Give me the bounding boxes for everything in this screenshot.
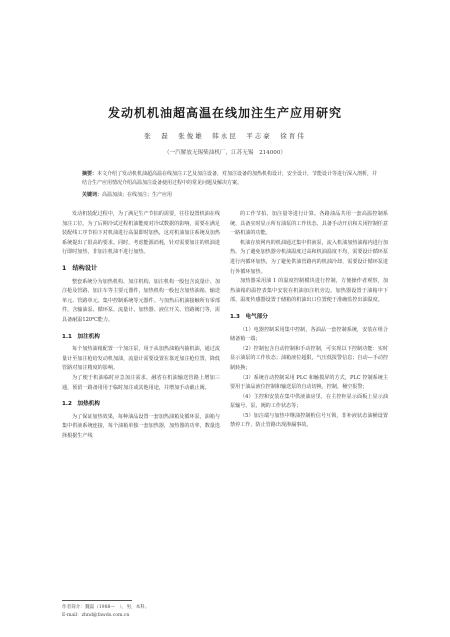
section-heading-structure: 1 结构设计 bbox=[62, 264, 98, 272]
footnote-divider bbox=[62, 600, 132, 601]
subsection-heading-heating: 1.2 加热机构 bbox=[62, 401, 100, 408]
electrical-item-4: （4）主控和安装在集中供液油房里，在主控柜显示面板上显示油泵输号、泵、阀的工作状态等； bbox=[230, 393, 388, 410]
electrical-item-5: （5）加注端与加热中继油控制桁信号互锁，非补液状态油桶设置禁停工作，防止管路出现渗漏事故。 bbox=[230, 412, 388, 429]
affiliation: （一汽解放无锡柴油机厂，江苏无锡 214000） bbox=[163, 150, 287, 156]
subsection-heading-filling: 1.1 加注机构 bbox=[62, 333, 100, 340]
heating-paragraph: 为了保证加热效果，每种油品设置一套加热油箱及循环泵，油箱与集中供液系统连接，每个油箱单独一套加热器，加热器的功率，数量选择根据生产线 bbox=[62, 413, 220, 439]
filling-paragraph-1: 每个加热油箱配置一个加注泵，用于从加热油箱内抽机油，通过流量计至加注枪给发动机加油，流量计需要设置在靠近加注枪位置，降低管路对加注精度的影响。 bbox=[62, 346, 220, 372]
subsection-heading-electrical: 1.3 电气部分 bbox=[230, 313, 268, 320]
keywords bbox=[82, 191, 382, 198]
paper-title: 发动机机油超高温在线加注生产应用研究 bbox=[107, 106, 342, 120]
temperature-control-paragraph: 加热器采用油 1 的温度控制模块进行控制，方便操作者观察，加热油箱的温控表集中安装在机油加注机旁边。加热器设置于油箱中下部，温度传感器设置于储箱的机油出口位置便于准确监控出油温度。 bbox=[230, 278, 388, 304]
author-list: 张 磊 张俊雄 韩永昆 平志豪 徐育伟 bbox=[144, 132, 306, 140]
abstract-text: 本文介绍了发动机机油超高温在线加注工艺及加注设备，对加注设备的加热机构设计，安全设计，节能设计等进行深入剖析，并结合生产应用情况介绍高温加注设备使用过程中的常见问题及解决方案。 bbox=[82, 171, 378, 186]
author-bio: 作者简介：魏磊（1988— ），男，本科。 bbox=[62, 605, 150, 610]
abstract bbox=[82, 170, 382, 188]
author-footnote bbox=[62, 604, 262, 620]
heating-paragraph-cont: 的工作节拍、加注量等进行计算。各路油品共用一套高温控制系统，具备实时显示所有油泵的工作状态，具备手动开启和关闭控制任意一路机油的功能。 bbox=[230, 211, 388, 237]
electrical-item-1: （1）电器控制采用集中控制，各油品一套控制系统，安装在组合储备箱一端； bbox=[230, 326, 388, 343]
structure-paragraph: 整套系统分为加热机构、加注机构、加注机构一般包含流量计、加注枪及管路、加注车等主要元器件，加热机构一般包含加热油箱、输送单元、管路单元、集中控制系统等元器件。与加热后机油接触所有零部件，含输油泵、循环泵、流量计、加热器、液位开关、管路阀门等，需具备耐温120℃能力。 bbox=[62, 278, 220, 323]
keywords-label: 关键词： bbox=[82, 192, 103, 198]
left-column bbox=[62, 210, 220, 441]
circulation-paragraph: 机油存放网内的机油通过集中供液泵，流入机油加热油箱内进行加热。为了避免加热器旁机油温度过高和机油温度不均，需要设计循环泵进行内循环加热，为了避免供油管路内的机油冷却，需要设计循环泵进行外循环加热。 bbox=[230, 239, 388, 275]
electrical-item-2: （2）控制包含自动控制和手动控制，可实现以下控制功能：实时显示油泵的工作状态；油箱液位超限，气压低报警信息；自动—手动控制转换； bbox=[230, 345, 388, 371]
filling-paragraph-2: 为了便于机油临时应急加注需求，融省在机油输送管路上增加三通，预留一路备用用于临时加注或其他用途，并增加手动截止阀。 bbox=[62, 374, 220, 391]
right-column bbox=[230, 210, 388, 431]
intro-paragraph: 发动机装配过程中，为了满足生产节拍的需要，往往设置机油在线加注工位。为了后期冷试过程机油能度对冷试数据的影响，需要在满足装配线工序节拍下对机油进行高温即时加热，这对机油加注系统及加热系统提出了很高的要求。同时，考虑能源消耗，针对需要加注的机油进行即时加热，非加注机油不进行加热。 bbox=[62, 211, 220, 256]
abstract-label: 摘要： bbox=[82, 171, 98, 177]
keywords-text: 高温加油；在线加注；生产应用 bbox=[102, 192, 173, 198]
electrical-item-3: （3）系统自动控制采用 PLC 和触摸屏的方式，PLC 控制系统主要用于油品液位控制和输送泵的自动切换，控制，桶空报警； bbox=[230, 374, 388, 391]
author-email: E-mail：zhnd@fawds.com.cn bbox=[62, 613, 130, 618]
